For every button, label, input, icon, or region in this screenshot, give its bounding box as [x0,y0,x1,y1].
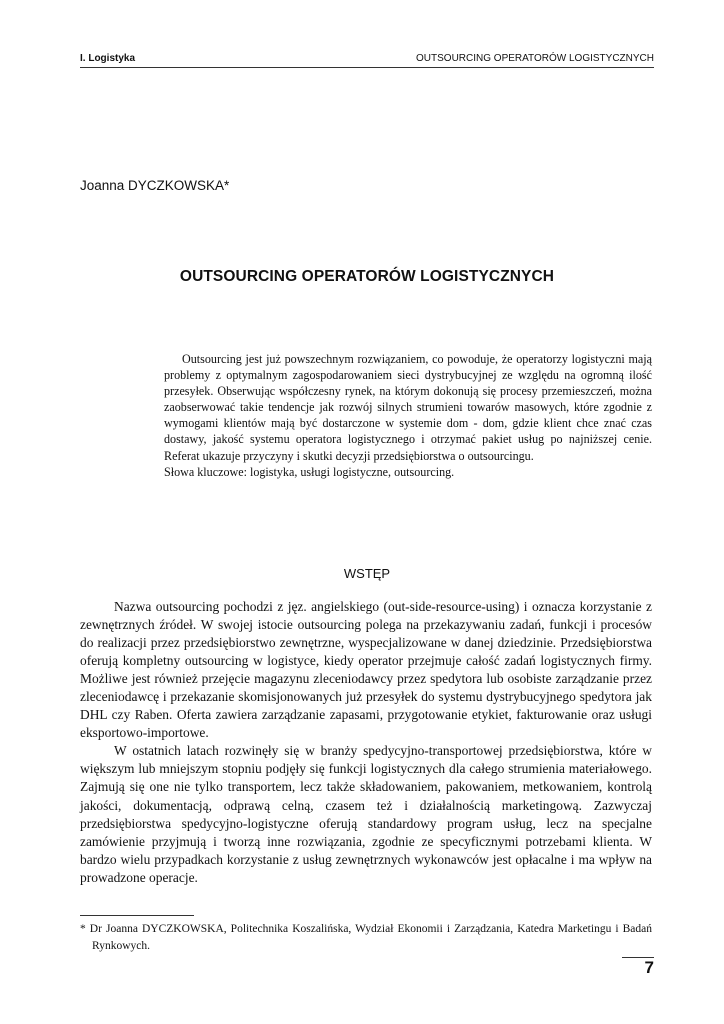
section-heading: WSTĘP [343,566,391,581]
abstract-text: Outsourcing jest już powszechnym rozwiązaniem, co powoduje, że operatorzy logistyczni mają problemy z optymalnym zagospodarowaniem sieci dystrybucyjnej ze względu na ogromną ilość przesyłek. Obserwując współczesny rynek, na którym dokonują się procesy przemieszczeń, można zaobserwować takie tendencje jak rozwój silnych strumieni towarów masowych, które zgodnie z wymogami klientów mają być dostarczone w systemie dom - dom, gdzie klient chce znać czas dostawy, jakość systemu operatora logistycznego i otrzymać pakiet usług po najniższej cenie. Referat ukazuje przyczyny i skutki decyzji przedsiębiorstwa o outsourcingu. [164,352,652,463]
footnote: * Dr Joanna DYCZKOWSKA, Politechnika Koszalińska, Wydział Ekonomii i Zarządzania, Katedra Marketingu i Badań Rynkowych. [80,923,652,952]
running-header [80,53,654,67]
paper-title: OUTSOURCING OPERATORÓW LOGISTYCZNYCH [179,268,555,285]
abstract [164,351,652,480]
header-divider [80,67,654,68]
header-paper-title: OUTSOURCING OPERATORÓW LOGISTYCZNYCH [416,53,654,64]
author-name: Joanna DYCZKOWSKA* [80,178,230,193]
footnote-divider [80,915,194,916]
body-paragraph: Nazwa outsourcing pochodzi z jęz. angielskiego (out-side-resource-using) i oznacza korzystanie z zewnętrznych źródeł. W swojej istocie outsourcing polega na przekazywaniu zadań, funkcji i procesów do realizacji przez przedsiębiorstwo zewnętrzne, wyspecjalizowane w danej dziedzinie. Przedsiębiorstwa oferują kompletny outsourcing w logistyce, kiedy operator przejmuje całość zadań logistycznych firmy. Możliwe jest również przejęcie magazynu zleceniodawcy przez spedytora lub osobiste zarządzanie przez zleceniodawcę i przekazanie skomisjonowanych już przesyłek do systemu dystrybucyjnego spedytora jak DHL czy Raben. Oferta zawiera zarządzanie zapasami, przygotowanie etykiet, fakturowanie oraz usługi eksportowo-importowe. [80,599,652,741]
body-text [80,598,652,887]
body-paragraph: W ostatnich latach rozwinęły się w branży spedycyjno-transportowej przedsiębiorstwa, które w większym lub mniejszym stopniu podjęły się funkcji logistycznych dla całego strumienia materiałowego. Zajmują się one nie tylko transportem, lecz także składowaniem, pakowaniem, metkowaniem, kontrolą jakości, dokumentacją, odprawą celną, czasem też i działalnością marketingową. Zazwyczaj przedsiębiorstwa spedycyjno-logistyczne oferują standardowy program usług, lecz na specjalne zamówienie przyjmują i tworzą inne rozwiązania, zgodnie ze specyficznymi potrzebami klienta. W bardzo wielu przypadkach korzystanie z usług zewnętrznych wykonawców jest opłacalne i ma wpływ na prowadzone operacje. [80,743,652,885]
page-number: 7 [644,958,654,977]
header-section-label: I. Logistyka [80,53,136,64]
keywords: Słowa kluczowe: logistyka, usługi logistyczne, outsourcing. [164,464,455,479]
